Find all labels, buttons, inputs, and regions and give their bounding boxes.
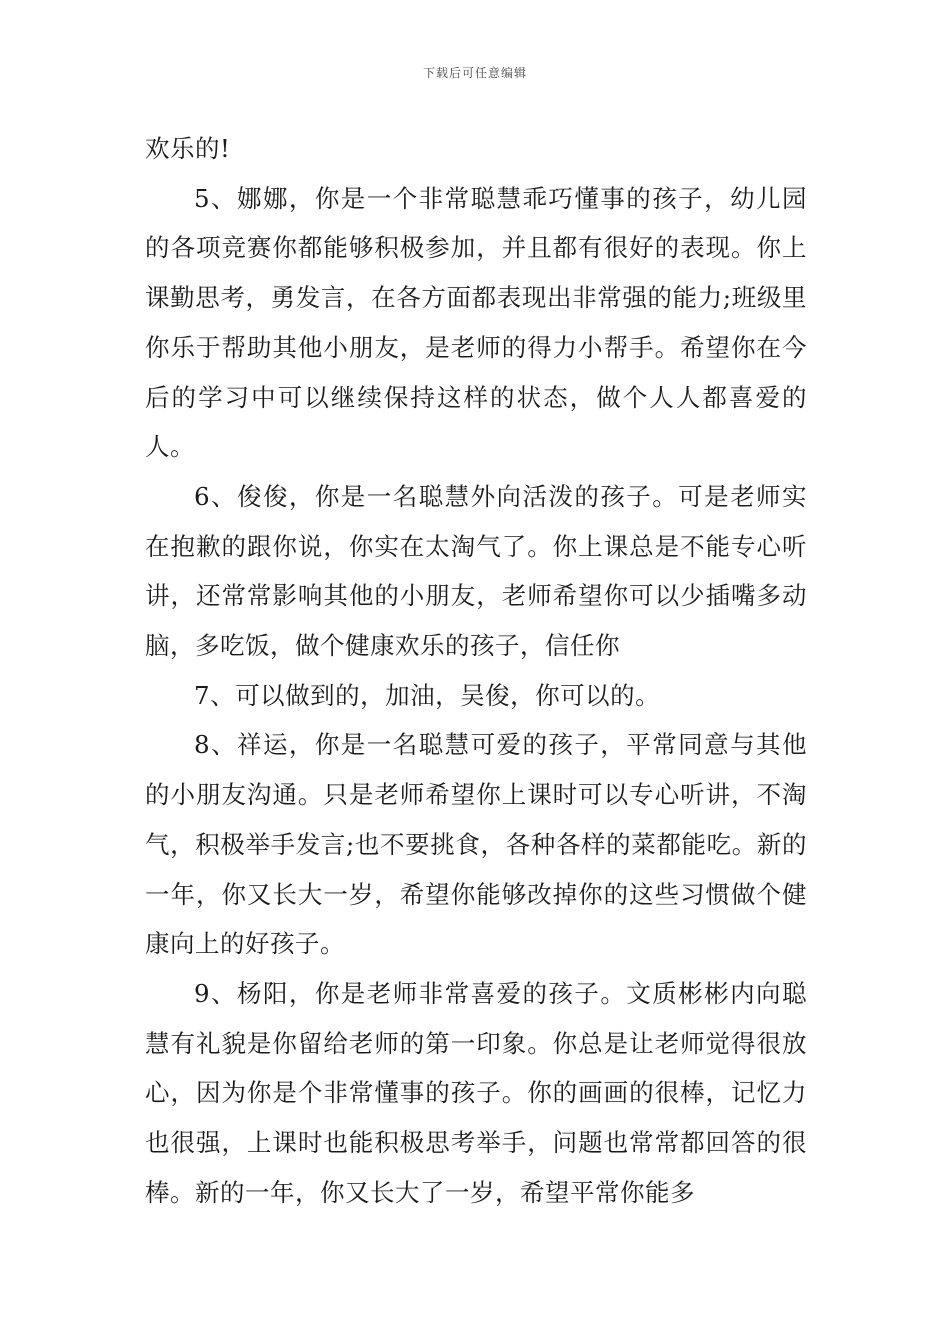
paragraph-comment-5: 5、娜娜，你是一个非常聪慧乖巧懂事的孩子，幼儿园的各项竞赛你都能够积极参加，并且都有很好的表现。你上课勤思考，勇发言，在各方面都表现出非常强的能力;班级里你乐于帮助其他小朋友，是老师的得力小帮手。希望你在今后的学习中可以继续保持这样的状态，做个人人都喜爱的人。: [145, 183, 807, 462]
paragraph-comment-6: 6、俊俊，你是一名聪慧外向活泼的孩子。可是老师实在抱歉的跟你说，你实在太淘气了。你上课总是不能专心听讲，还常常影响其他的小朋友，老师希望你可以少插嘴多动脑，多吃饭，做个健康欢乐的孩子，信任你: [145, 481, 807, 661]
paragraph-continuation: 欢乐的!: [145, 134, 231, 163]
paragraph-comment-9: 9、杨阳，你是老师非常喜爱的孩子。文质彬彬内向聪慧有礼貌是你留给老师的第一印象。你总是让老师觉得很放心，因为你是个非常懂事的孩子。你的画画的很棒，记忆力也很强，上课时也能积极思考举手，问题也常常都回答的很棒。新的一年，你又长大了一岁，希望平常你能多: [145, 978, 807, 1207]
document-body: [145, 124, 807, 1217]
page-header: 下载后可任意编辑: [422, 66, 527, 80]
paragraph-comment-7: 7、可以做到的，加油，吴俊，你可以的。: [194, 680, 661, 710]
paragraph-comment-8: 8、祥运，你是一名聪慧可爱的孩子，平常同意与其他的小朋友沟通。只是老师希望你上课时可以专心听讲，不淘气，积极举手发言;也不要挑食，各种各样的菜都能吃。新的一年，你又长大一岁，希望你能够改掉你的这些习惯做个健康向上的好孩子。: [145, 730, 807, 959]
